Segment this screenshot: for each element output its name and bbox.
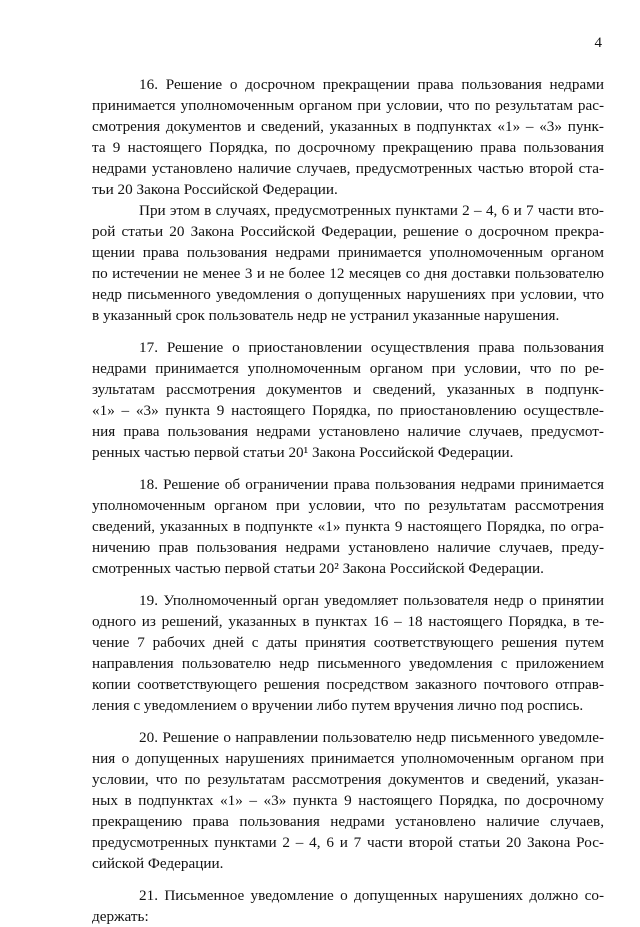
text-line: зультатам рассмотрения документов и сведений, указанных в подпунк-: [92, 381, 604, 398]
text-line: держать:: [92, 908, 149, 925]
text-line: ренных частью первой статьи 20¹ Закона Российской Федерации.: [92, 444, 514, 461]
text-line: уполномоченным органом при условии, что по результатам рассмотрения: [92, 497, 604, 514]
text-line: 18. Решение об ограничении права пользования недрами принимается: [139, 476, 604, 493]
paragraph-17: [92, 337, 604, 463]
text-line: 17. Решение о приостановлении осуществления права пользования: [139, 339, 604, 356]
text-line: тьи 20 Закона Российской Федерации.: [92, 181, 338, 198]
text-line: в указанный срок пользователь недр не устранил указанные нарушения.: [92, 307, 560, 324]
text-line: 20. Решение о направлении пользователю недр письменного уведомле-: [139, 729, 604, 746]
text-line: недр письменного уведомления о допущенных нарушениях при условии, что: [92, 286, 604, 303]
text-line: сведений, указанных в подпункте «1» пункта 9 настоящего Порядка, по огра-: [92, 518, 604, 535]
text-line: смотрения документов и сведений, указанных в подпунктах «1» – «3» пунк-: [92, 118, 604, 135]
text-line: смотренных частью первой статьи 20² Закона Российской Федерации.: [92, 560, 544, 577]
text-line: ния о допущенных нарушениях принимается уполномоченным органом при: [92, 750, 604, 767]
text-line: При этом в случаях, предусмотренных пунктами 2 – 4, 6 и 7 части вто-: [139, 202, 604, 219]
text-line: та 9 настоящего Порядка, по досрочному прекращению права пользования: [92, 139, 604, 156]
text-line: 21. Письменное уведомление о допущенных нарушениях должно со-: [139, 887, 604, 904]
text-line: 16. Решение о досрочном прекращении права пользования недрами: [139, 76, 604, 93]
page-number: 4: [594, 35, 602, 51]
text-line: копии соответствующего решения посредством заказного почтового отправ-: [92, 676, 604, 693]
text-line: ных в подпунктах «1» – «3» пункта 9 настоящего Порядка, по досрочному: [92, 792, 604, 809]
text-line: ления с уведомлением о вручении либо путем вручения лично под роспись.: [92, 697, 584, 714]
text-line: чение 7 рабочих дней с даты принятия соответствующего решения путем: [92, 634, 604, 651]
text-line: «1» – «3» пункта 9 настоящего Порядка, по приостановлению осуществле-: [92, 402, 604, 419]
paragraph-16: [92, 74, 604, 200]
document-body: [92, 74, 604, 927]
text-line: условии, что по результатам рассмотрения документов и сведений, указан-: [92, 771, 604, 788]
text-line: 19. Уполномоченный орган уведомляет пользователя недр о принятии: [139, 592, 604, 609]
paragraph-18: [92, 474, 604, 579]
paragraph-20: [92, 727, 604, 874]
text-line: щении права пользования недрами принимается уполномоченным органом: [92, 244, 604, 261]
text-line: предусмотренных пунктами 2 – 4, 6 и 7 части второй статьи 20 Закона Рос-: [92, 834, 604, 851]
text-line: сийской Федерации.: [92, 855, 224, 872]
text-line: принимается уполномоченным органом при условии, что по результатам рас-: [92, 97, 604, 114]
text-line: ничению прав пользования недрами установлено наличие случаев, преду-: [92, 539, 604, 556]
text-line: направления пользователю недр письменного уведомления с приложением: [92, 655, 604, 672]
text-line: прекращению права пользования недрами установлено наличие случаев,: [92, 813, 604, 830]
text-line: ния права пользования недрами установлено наличие случаев, предусмот-: [92, 423, 604, 440]
paragraph-19: [92, 590, 604, 716]
text-line: по истечении не менее 3 и не более 12 месяцев со дня доставки пользователю: [92, 265, 604, 282]
text-line: одного из решений, указанных в пунктах 16 – 18 настоящего Порядка, в те-: [92, 613, 604, 630]
paragraph-21: [92, 885, 604, 927]
text-line: недрами установлено наличие случаев, предусмотренных частью второй ста-: [92, 160, 604, 177]
text-line: недрами принимается уполномоченным органом при условии, что по ре-: [92, 360, 604, 377]
text-line: рой статьи 20 Закона Российской Федерации, решение о досрочном прекра-: [92, 223, 604, 240]
paragraph-16-continuation: [92, 200, 604, 326]
